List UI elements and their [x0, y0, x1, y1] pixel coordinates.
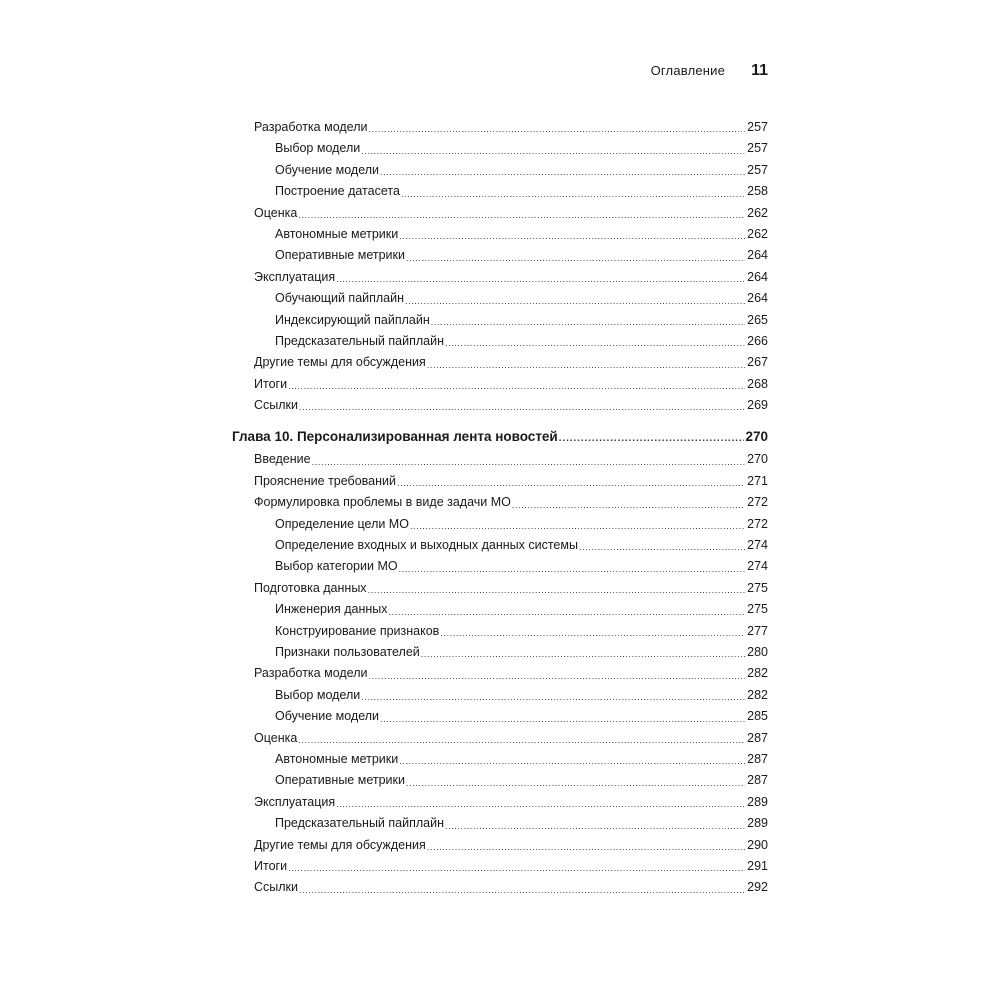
- toc-entry-title: Инженерия данных: [275, 602, 388, 617]
- toc-entry-title: Оперативные метрики: [275, 773, 405, 788]
- toc-entry: [232, 642, 768, 663]
- toc-entry-title: Другие темы для обсуждения: [254, 355, 426, 370]
- toc-entry-title: Разработка модели: [254, 666, 368, 681]
- toc-entry: [232, 663, 768, 684]
- toc-entry: [232, 792, 768, 813]
- toc-entry-page: 277: [747, 623, 768, 638]
- dot-leader: [579, 535, 745, 556]
- dot-leader: [336, 792, 745, 813]
- running-head-title: Оглавление: [650, 63, 726, 78]
- dot-leader: [380, 706, 745, 727]
- toc-entry: [232, 877, 768, 898]
- toc-entry-page: 275: [747, 580, 768, 595]
- dot-leader: [406, 770, 745, 791]
- toc-entry-title: Выбор модели: [275, 687, 361, 702]
- toc-entry: [232, 310, 768, 331]
- dot-leader: [298, 728, 745, 749]
- toc-entry-page: 262: [747, 226, 768, 241]
- toc-entry-page: 266: [747, 333, 768, 348]
- toc-entry-page: 287: [747, 773, 768, 788]
- toc-entry-page: 258: [747, 184, 768, 199]
- toc-entry-title: Обучение модели: [275, 709, 380, 724]
- toc-entry: [232, 449, 768, 470]
- page-number: 11: [751, 62, 768, 79]
- dot-leader: [559, 426, 745, 448]
- toc-entry-title: Прояснение требований: [254, 473, 396, 488]
- dot-leader: [397, 471, 745, 492]
- toc-entry-page: 264: [747, 291, 768, 306]
- toc-entry-page: 287: [747, 730, 768, 745]
- toc-entry-title: Конструирование признаков: [275, 623, 440, 638]
- dot-leader: [312, 449, 745, 470]
- toc-entry-title: Построение датасета: [275, 184, 400, 199]
- toc-entry: [232, 813, 768, 834]
- toc-entry: [232, 138, 768, 159]
- toc-entry-page: 271: [747, 473, 768, 488]
- dot-leader: [288, 856, 745, 877]
- toc-entry-title: Предсказательный пайплайн: [275, 333, 444, 348]
- toc-entry-page: 272: [747, 516, 768, 531]
- toc-entry: [232, 117, 768, 138]
- toc-entry: [232, 514, 768, 535]
- dot-leader: [421, 642, 745, 663]
- dot-leader: [399, 749, 745, 770]
- toc-entry-page: 262: [747, 205, 768, 220]
- dot-leader: [440, 621, 745, 642]
- toc-entry: [232, 181, 768, 202]
- toc-entry: [232, 245, 768, 266]
- toc-entry-page: 274: [747, 559, 768, 574]
- toc-entry-page: 268: [747, 376, 768, 391]
- toc-entry-title: Автономные метрики: [275, 751, 399, 766]
- toc-entry: [232, 685, 768, 706]
- toc-entry-page: 290: [747, 837, 768, 852]
- toc-entry: [232, 856, 768, 877]
- toc-entry: [232, 556, 768, 577]
- toc-entry-title: Автономные метрики: [275, 226, 399, 241]
- toc-entry-title: Оперативные метрики: [275, 248, 405, 263]
- dot-leader: [427, 835, 745, 856]
- toc-entry-page: 280: [747, 644, 768, 659]
- toc-entry-page: 270: [747, 452, 768, 467]
- toc-entry-page: 257: [747, 141, 768, 156]
- toc-entry-page: 264: [747, 248, 768, 263]
- dot-leader: [512, 492, 745, 513]
- toc-entry-page: 287: [747, 751, 768, 766]
- toc-entry-title: Формулировка проблемы в виде задачи МО: [254, 495, 511, 510]
- toc-entry: [232, 621, 768, 642]
- toc-entry-title: Выбор модели: [275, 141, 361, 156]
- toc-entry-page: 289: [747, 816, 768, 831]
- toc-entry-page: 264: [747, 269, 768, 284]
- toc-entry: [232, 728, 768, 749]
- toc-entry: [232, 535, 768, 556]
- dot-leader: [299, 395, 745, 416]
- toc-entry: [232, 599, 768, 620]
- toc-entry: [232, 770, 768, 791]
- toc-entry-title: Ссылки: [254, 880, 299, 895]
- dot-leader: [298, 203, 745, 224]
- toc-entry-title: Ссылки: [254, 398, 299, 413]
- dot-leader: [445, 331, 745, 352]
- toc-entry: [232, 835, 768, 856]
- toc-entry-page: 282: [747, 687, 768, 702]
- toc-entry-page: 291: [747, 858, 768, 873]
- table-of-contents: [232, 117, 768, 899]
- toc-entry: [232, 352, 768, 373]
- toc-entry-title: Другие темы для обсуждения: [254, 837, 426, 852]
- dot-leader: [405, 288, 745, 309]
- toc-entry-title: Предсказательный пайплайн: [275, 816, 444, 831]
- toc-entry-title: Глава 10. Персонализированная лента новостей: [232, 429, 558, 445]
- toc-entry-title: Эксплуатация: [254, 269, 336, 284]
- dot-leader: [431, 310, 745, 331]
- toc-entry-page: 275: [747, 602, 768, 617]
- running-head: [600, 62, 768, 86]
- toc-entry-title: Обучающий пайплайн: [275, 291, 405, 306]
- toc-entry: [232, 203, 768, 224]
- toc-entry-page: 289: [747, 794, 768, 809]
- dot-leader: [445, 813, 745, 834]
- toc-entry-page: 257: [747, 162, 768, 177]
- toc-entry-title: Итоги: [254, 858, 288, 873]
- toc-entry: [232, 395, 768, 416]
- toc-entry-page: 267: [747, 355, 768, 370]
- dot-leader: [389, 599, 745, 620]
- dot-leader: [368, 663, 745, 684]
- dot-leader: [368, 578, 745, 599]
- dot-leader: [336, 267, 745, 288]
- dot-leader: [406, 245, 745, 266]
- dot-leader: [361, 138, 745, 159]
- toc-entry-title: Обучение модели: [275, 162, 380, 177]
- toc-entry-title: Оценка: [254, 730, 298, 745]
- toc-entry-title: Определение входных и выходных данных системы: [275, 538, 578, 553]
- toc-entry-title: Оценка: [254, 205, 298, 220]
- toc-entry-page: 285: [747, 709, 768, 724]
- toc-entry-title: Эксплуатация: [254, 794, 336, 809]
- toc-entry-page: 272: [747, 495, 768, 510]
- toc-entry: [232, 160, 768, 181]
- toc-entry-title: Подготовка данных: [254, 580, 367, 595]
- toc-chapter-entry: [232, 426, 768, 448]
- dot-leader: [427, 352, 745, 373]
- dot-leader: [410, 514, 745, 535]
- toc-entry-page: 282: [747, 666, 768, 681]
- toc-entry: [232, 471, 768, 492]
- toc-entry: [232, 706, 768, 727]
- toc-entry: [232, 374, 768, 395]
- toc-entry-page: 292: [747, 880, 768, 895]
- toc-entry-title: Выбор категории МО: [275, 559, 398, 574]
- toc-entry: [232, 267, 768, 288]
- toc-entry-page: 269: [747, 398, 768, 413]
- dot-leader: [299, 877, 745, 898]
- toc-entry-page: 265: [747, 312, 768, 327]
- dot-leader: [399, 224, 745, 245]
- dot-leader: [288, 374, 745, 395]
- toc-entry: [232, 749, 768, 770]
- dot-leader: [401, 181, 745, 202]
- toc-entry-title: Введение: [254, 452, 311, 467]
- toc-entry-title: Признаки пользователей: [275, 644, 420, 659]
- toc-entry-title: Итоги: [254, 376, 288, 391]
- dot-leader: [368, 117, 745, 138]
- dot-leader: [361, 685, 745, 706]
- toc-entry-title: Индексирующий пайплайн: [275, 312, 430, 327]
- toc-entry: [232, 331, 768, 352]
- dot-leader: [380, 160, 745, 181]
- toc-entry-page: 257: [747, 120, 768, 134]
- toc-entry: [232, 492, 768, 513]
- toc-entry-page: 270: [745, 429, 768, 445]
- toc-entry: [232, 578, 768, 599]
- toc-entry: [232, 288, 768, 309]
- toc-entry-title: Определение цели МО: [275, 516, 409, 531]
- dot-leader: [399, 556, 745, 577]
- toc-entry-title: Разработка модели: [254, 120, 368, 134]
- toc-entry: [232, 224, 768, 245]
- toc-entry-page: 274: [747, 538, 768, 553]
